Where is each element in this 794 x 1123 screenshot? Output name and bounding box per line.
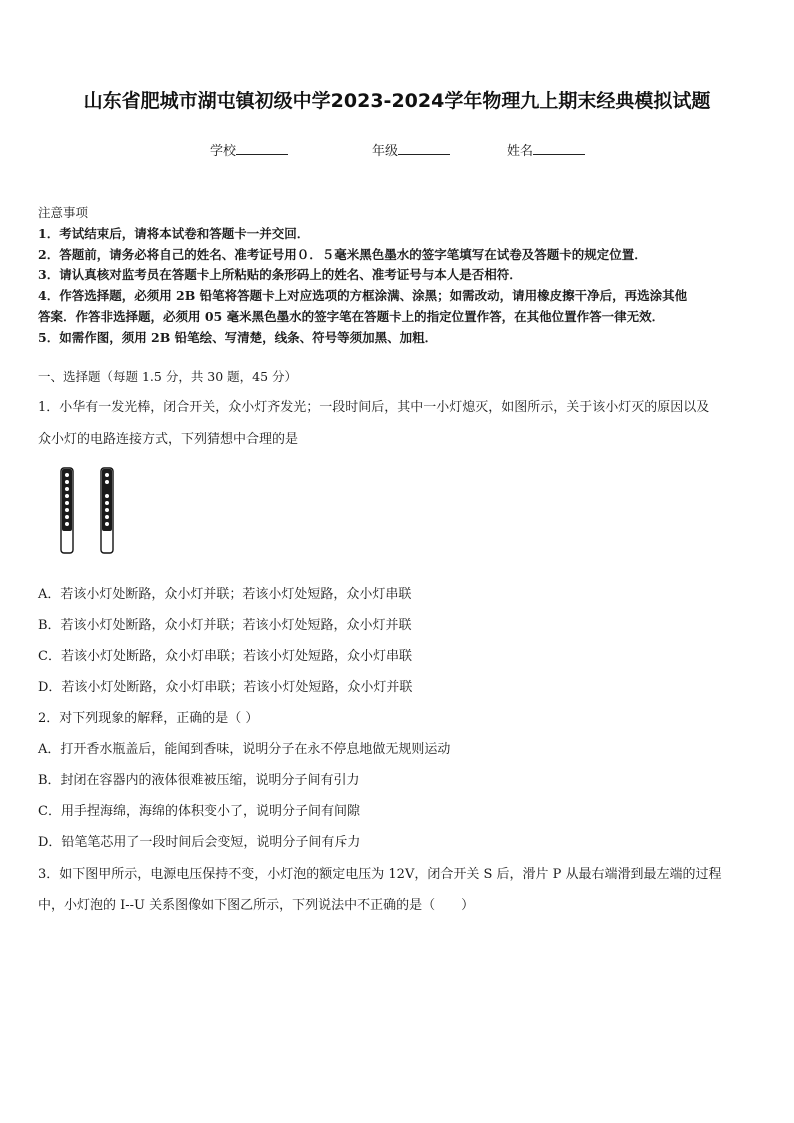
glow-stick-figure [55,466,125,556]
q2-option-d: D．铅笔笔芯用了一段时间后会变短，说明分子间有斥力 [38,835,361,850]
q2-option-c: C．用手捏海绵，海绵的体积变小了，说明分子间有间隙 [38,804,360,819]
glow-stick-right [101,468,113,553]
school-blank [236,141,288,155]
notice-item: 答案．作答非选择题，必须用 05 毫米黑色墨水的签字笔在答题卡上的指定位置作答，在其他位置作答一律无效． [38,308,665,324]
grade-blank [398,141,450,155]
exam-title: 山东省肥城市湖屯镇初级中学2023-2024学年物理九上期末经典模拟试题 [83,90,711,112]
name-blank [533,141,585,155]
grade-label: 年级 [372,144,399,159]
q1-option-b: B．若该小灯处断路，众小灯并联；若该小灯处短路，众小灯并联 [38,618,412,633]
q1-option-c: C．若该小灯处断路，众小灯串联；若该小灯处短路，众小灯串联 [38,649,412,664]
q1-option-a: A．若该小灯处断路，众小灯并联；若该小灯处短路，众小灯串联 [38,587,412,602]
name-label: 姓名 [507,144,534,159]
q1-stem-line1: 1．小华有一发光棒，闭合开关，众小灯齐发光；一段时间后，其中一小灯熄灭，如图所示，关于该小灯灭的原因以及 [38,400,710,415]
notice-heading: 注意事项 [38,205,89,220]
notice-item: 1．考试结束后，请将本试卷和答题卡一并交回． [38,225,310,241]
grade-field [372,140,450,159]
q1-stem-line2: 众小灯的电路连接方式，下列猜想中合理的是 [38,432,299,447]
notice-block [38,203,758,349]
school-label: 学校 [210,144,237,159]
q3-stem-line2: 中，小灯泡的 I--U 关系图像如下图乙所示，下列说法中不正确的是（ ） [38,898,475,913]
school-field [210,140,288,159]
section-heading: 一、选择题（每题 1.5 分，共 30 题，45 分） [38,369,298,384]
q1-option-d: D．若该小灯处断路，众小灯串联；若该小灯处短路，众小灯并联 [38,680,413,695]
notice-item: 5．如需作图，须用 2B 铅笔绘、写清楚，线条、符号等须加黑、加粗． [38,329,438,345]
q2-option-a: A．打开香水瓶盖后，能闻到香味，说明分子在永不停息地做无规则运动 [38,742,451,757]
glow-stick-left [61,468,73,553]
student-info-row [0,140,794,160]
notice-item: 4．作答选择题，必须用 2B 铅笔将答题卡上对应选项的方框涂满、涂黑；如需改动，请用橡皮擦干净后，再选涂其他 [38,288,688,304]
notice-item: 2．答题前，请务必将自己的姓名、准考证号用０．５毫米黑色墨水的签字笔填写在试卷及答题卡的规定位置． [38,246,647,262]
q2-option-b: B．封闭在容器内的液体很难被压缩，说明分子间有引力 [38,773,360,788]
notice-item: 3．请认真核对监考员在答题卡上所粘贴的条形码上的姓名、准考证号与本人是否相符． [38,267,522,283]
q3-stem-line1: 3．如下图甲所示，电源电压保持不变，小灯泡的额定电压为 12V，闭合开关 S 后，滑片 P 从最右端滑到最左端的过程 [38,867,722,882]
name-field [507,140,585,159]
q2-stem: 2．对下列现象的解释，正确的是（ ） [38,711,259,726]
